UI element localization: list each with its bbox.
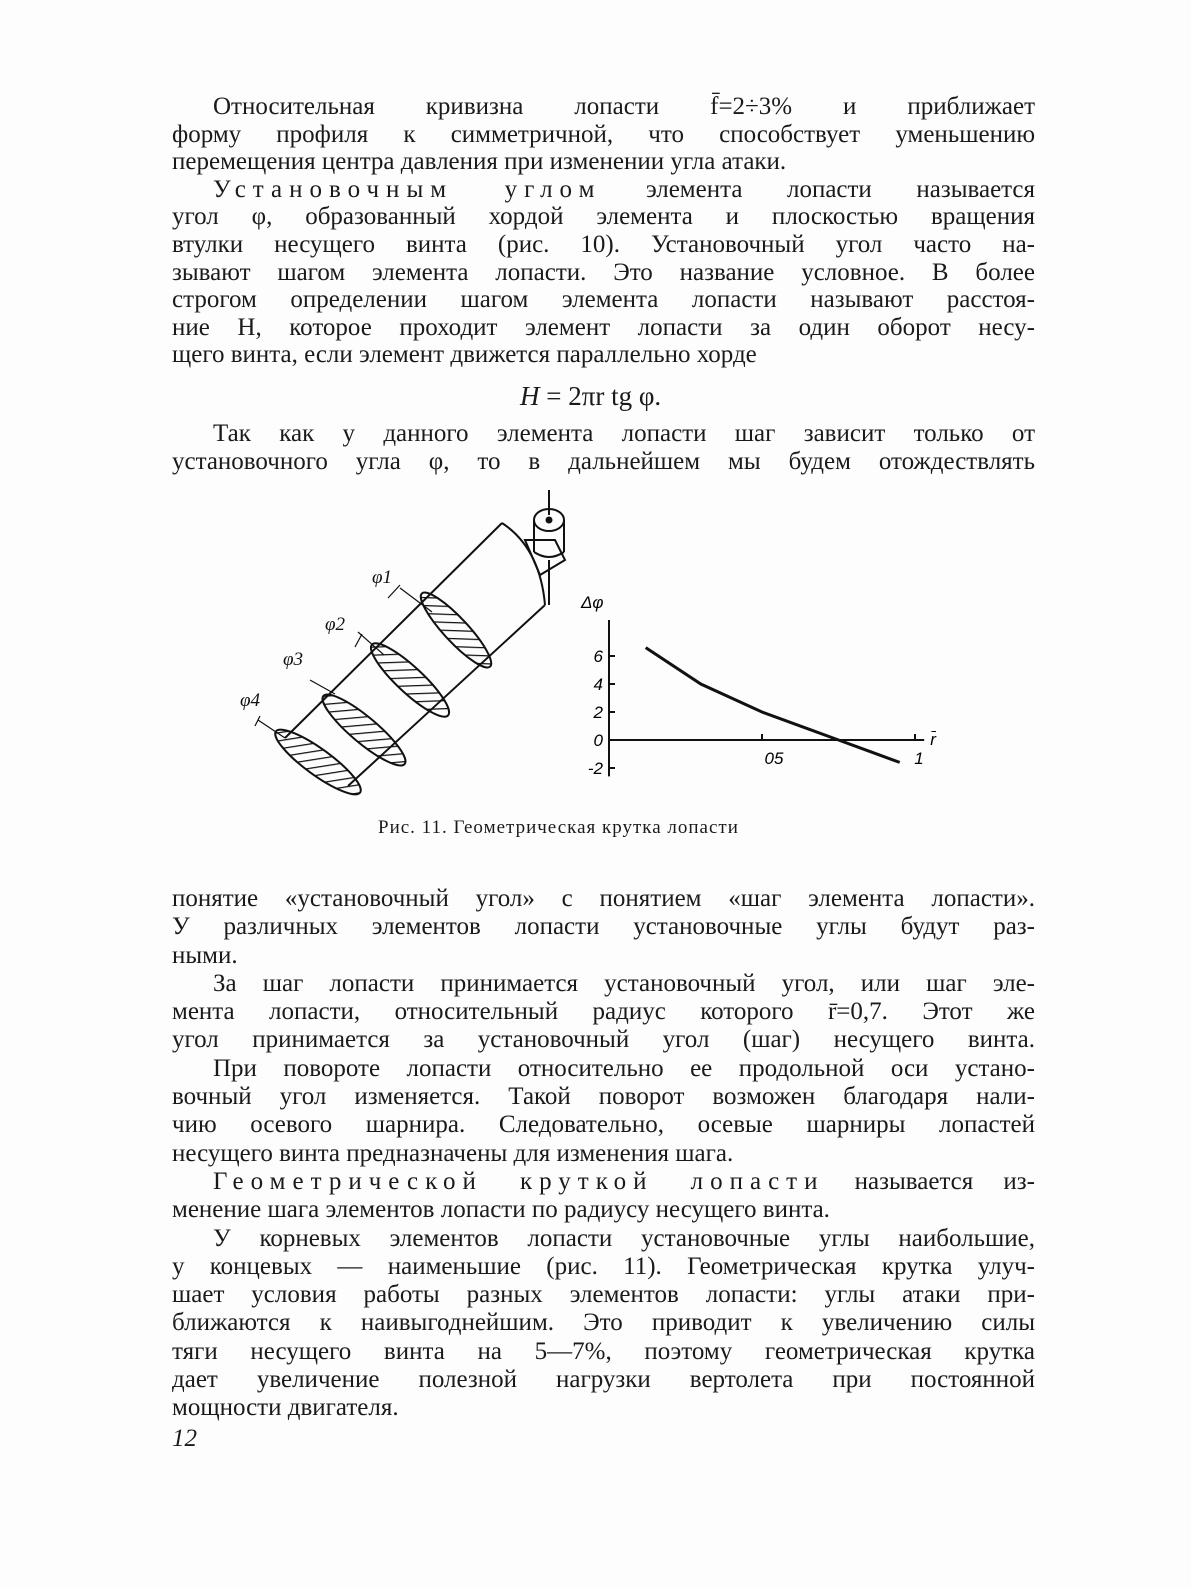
y-tick-label: 4 bbox=[593, 675, 603, 694]
label-phi3: φ3 bbox=[283, 649, 304, 670]
line-text: несущего винта предназначены для изменения шага. bbox=[172, 1139, 734, 1167]
text-line bbox=[172, 913, 1035, 941]
y-tick-label: 2 bbox=[593, 703, 603, 722]
text-line bbox=[172, 1055, 1035, 1083]
text-line bbox=[172, 1225, 1035, 1253]
line-text: зывают шагом элемента лопасти. Это название условное. В более bbox=[172, 258, 1035, 286]
text-line bbox=[172, 1026, 1035, 1054]
line-text: мента лопасти, относительный радиус которого r̄=0,7. Этот же bbox=[172, 998, 1035, 1026]
y-axis-label: Δφ bbox=[581, 593, 604, 612]
line-text: угол φ, образованный хордой элемента и плоскостью вращения bbox=[172, 203, 1035, 231]
line-text: вочный угол изменяется. Такой поворот возможен благодаря нали- bbox=[172, 1083, 1035, 1111]
line-text: ными. bbox=[172, 941, 238, 969]
line-text: понятие «установочный угол» с понятием «шаг элемента лопасти». bbox=[172, 885, 1035, 912]
line-text: строгом определении шагом элемента лопасти называют расстоя- bbox=[172, 286, 1035, 314]
blade-root-cap bbox=[502, 523, 545, 605]
text-line bbox=[172, 885, 1035, 913]
figure-caption: Рис. 11. Геометрическая крутка лопасти bbox=[378, 817, 739, 838]
label-phi2: φ2 bbox=[325, 614, 346, 635]
text-line bbox=[172, 1394, 1035, 1422]
x-tick-label: 1 bbox=[914, 749, 924, 768]
data-curve bbox=[646, 648, 900, 763]
line-text: угол принимается за установочный угол (шаг) несущего винта. bbox=[172, 1026, 1035, 1054]
text-line bbox=[172, 1338, 1035, 1366]
text-line bbox=[172, 942, 1035, 970]
line-text: У различных элементов лопасти установочные углы будут раз- bbox=[172, 913, 1035, 941]
line-text: При повороте лопасти относительно ее продольной оси устано- bbox=[213, 1054, 1035, 1082]
page-number: 12 bbox=[172, 1425, 197, 1452]
line-text: щего винта, если элемент движется параллельно хорде bbox=[172, 341, 757, 369]
line-text: называется из- bbox=[824, 1167, 1035, 1195]
text-line bbox=[172, 1281, 1035, 1309]
text-line bbox=[172, 1168, 1035, 1196]
y-tick-label: 0 bbox=[593, 731, 603, 750]
label-phi1: φ1 bbox=[372, 567, 393, 588]
text-line bbox=[172, 970, 1035, 998]
line-text: форму профиля к симметричной, что способствует уменьшению bbox=[172, 120, 1035, 148]
line-text: тяги несущего винта на 5—7%, поэтому геометрическая крутка bbox=[172, 1337, 1035, 1365]
emphasized-term: Геометрической круткой лопасти bbox=[213, 1167, 825, 1195]
line-text: втулки несущего винта (рис. 10). Установочный угол часто на- bbox=[172, 230, 1035, 258]
line-text: у концевых — наименьшие (рис. 11). Геометрическая крутка улуч- bbox=[172, 1252, 1035, 1280]
y-tick-label: -2 bbox=[587, 759, 603, 778]
x-axis-label: r̄ bbox=[930, 730, 936, 749]
line-text: Так как у данного элемента лопасти шаг зависит только от bbox=[213, 420, 1035, 447]
twist-chart bbox=[580, 593, 937, 778]
line-text: чию осевого шарнира. Следовательно, осевые шарниры лопастей bbox=[172, 1111, 1035, 1139]
text-line bbox=[172, 1196, 1035, 1224]
airfoil-sections bbox=[268, 585, 499, 803]
text-line bbox=[172, 998, 1035, 1026]
formula-rhs: = 2πr tg φ. bbox=[539, 381, 662, 411]
line-text: элемента лопасти называется bbox=[601, 175, 1035, 203]
line-text: мощности двигателя. bbox=[172, 1394, 399, 1422]
line-text: ближаются к наивыгоднейшим. Это приводит к увеличению силы bbox=[172, 1309, 1035, 1337]
blade-drawing bbox=[255, 490, 565, 803]
text-line bbox=[172, 1083, 1035, 1111]
emphasized-term: Установочным углом bbox=[213, 175, 602, 203]
line-text: менение шага элементов лопасти по радиусу несущего винта. bbox=[172, 1196, 830, 1224]
text-line bbox=[172, 1366, 1035, 1394]
x-tick-label: 05 bbox=[764, 749, 784, 768]
line-text: установочного угла φ, то в дальнейшем мы будем отождествлять bbox=[172, 447, 1035, 475]
line-text: Относительная кривизна лопасти f̄=2÷3% и приближает bbox=[213, 93, 1035, 120]
text-line bbox=[172, 1253, 1035, 1281]
y-tick-label: 6 bbox=[593, 647, 603, 666]
line-text: У корневых элементов лопасти установочные углы наибольшие, bbox=[213, 1224, 1035, 1252]
line-text: перемещения центра давления при изменении угла атаки. bbox=[172, 148, 787, 176]
text-line bbox=[172, 1309, 1035, 1337]
label-phi4: φ4 bbox=[240, 690, 261, 711]
text-line bbox=[172, 1111, 1035, 1139]
line-text: За шаг лопасти принимается установочный угол, или шаг эле- bbox=[213, 969, 1035, 997]
line-text: дает увеличение полезной нагрузки вертолета при постоянной bbox=[172, 1366, 1035, 1394]
line-text: шает условия работы разных элементов лопасти: углы атаки при- bbox=[172, 1281, 1035, 1309]
text-line bbox=[172, 1140, 1035, 1168]
line-text: ние H, которое проходит элемент лопасти за один оборот несу- bbox=[172, 313, 1035, 341]
text-block-bottom bbox=[172, 885, 1035, 1423]
formula-lhs: H bbox=[520, 381, 540, 411]
